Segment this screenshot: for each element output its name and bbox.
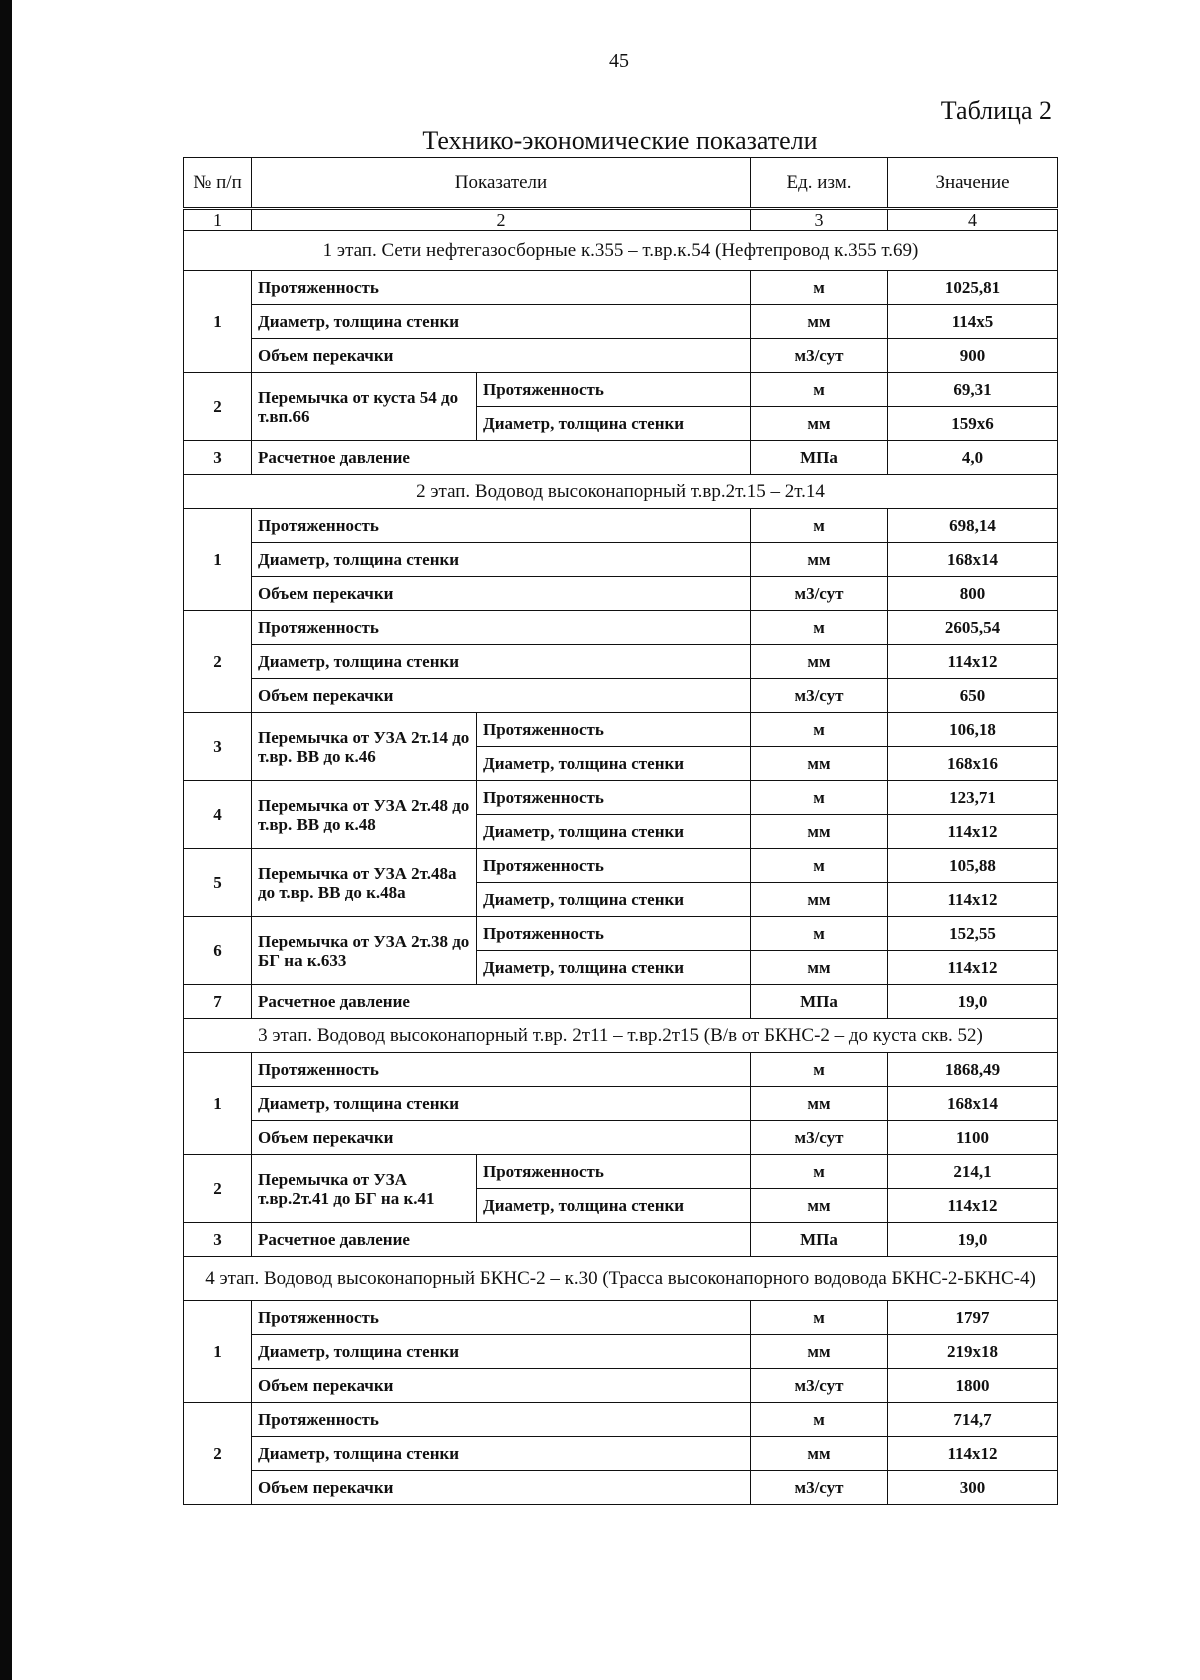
unit-cell: м — [751, 611, 888, 645]
table-row — [184, 1223, 1058, 1257]
stage-row — [184, 1019, 1058, 1053]
row-number: 1 — [184, 1053, 252, 1155]
segment-name: Перемычка от УЗА 2т.48 до т.вр. ВВ до к.48 — [252, 781, 477, 849]
value-cell: 300 — [888, 1471, 1058, 1505]
value-cell: 106,18 — [888, 713, 1058, 747]
stage-row — [184, 475, 1058, 509]
unit-cell: м3/сут — [751, 1369, 888, 1403]
unit-cell: м — [751, 509, 888, 543]
table-row — [184, 1053, 1058, 1087]
value-cell: 1800 — [888, 1369, 1058, 1403]
unit-cell: мм — [751, 1335, 888, 1369]
table-row — [184, 441, 1058, 475]
value-cell: 114х12 — [888, 883, 1058, 917]
stage-row — [184, 231, 1058, 271]
value-cell: 114х12 — [888, 951, 1058, 985]
unit-cell: МПа — [751, 985, 888, 1019]
table-row — [184, 985, 1058, 1019]
row-number: 7 — [184, 985, 252, 1019]
unit-cell: мм — [751, 1087, 888, 1121]
header-value: Значение — [888, 158, 1058, 209]
header-unit: Ед. изм. — [751, 158, 888, 209]
indicator-label: Протяженность — [477, 1155, 751, 1189]
indicator-label: Диаметр, толщина стенки — [477, 815, 751, 849]
value-cell: 152,55 — [888, 917, 1058, 951]
value-cell: 105,88 — [888, 849, 1058, 883]
page-number: 45 — [609, 50, 629, 72]
unit-cell: м — [751, 373, 888, 407]
row-number: 1 — [184, 1301, 252, 1403]
unit-cell: м — [751, 1301, 888, 1335]
header-indicators: Показатели — [252, 158, 751, 209]
row-number: 3 — [184, 713, 252, 781]
indicator-label: Диаметр, толщина стенки — [252, 1335, 751, 1369]
value-cell: 19,0 — [888, 1223, 1058, 1257]
table-row — [184, 509, 1058, 543]
indicator-label: Диаметр, толщина стенки — [477, 951, 751, 985]
indicator-label: Диаметр, толщина стенки — [477, 1189, 751, 1223]
unit-cell: мм — [751, 543, 888, 577]
unit-cell: м — [751, 1403, 888, 1437]
unit-cell: м3/сут — [751, 1471, 888, 1505]
segment-name: Перемычка от УЗА 2т.14 до т.вр. ВВ до к.46 — [252, 713, 477, 781]
table-row — [184, 373, 1058, 407]
unit-cell: МПа — [751, 441, 888, 475]
stage-title: 4 этап. Водовод высоконапорный БКНС-2 – к.30 (Трасса высоконапорного водовода БКНС-2-БКНС-4) — [184, 1257, 1058, 1301]
unit-cell: м — [751, 781, 888, 815]
row-number: 2 — [184, 1403, 252, 1505]
indicator-label: Диаметр, толщина стенки — [252, 645, 751, 679]
unit-cell: мм — [751, 951, 888, 985]
value-cell: 168х16 — [888, 747, 1058, 781]
segment-name: Перемычка от куста 54 до т.вп.66 — [252, 373, 477, 441]
value-cell: 114х12 — [888, 645, 1058, 679]
unit-cell: мм — [751, 883, 888, 917]
unit-cell: мм — [751, 645, 888, 679]
table-row — [184, 713, 1058, 747]
table-row — [184, 1121, 1058, 1155]
row-number: 6 — [184, 917, 252, 985]
indicator-label: Диаметр, толщина стенки — [252, 1437, 751, 1471]
indicator-label: Протяженность — [477, 849, 751, 883]
value-cell: 2605,54 — [888, 611, 1058, 645]
unit-cell: м — [751, 271, 888, 305]
indicator-label: Протяженность — [252, 611, 751, 645]
segment-name: Перемычка от УЗА т.вр.2т.41 до БГ на к.41 — [252, 1155, 477, 1223]
value-cell: 214,1 — [888, 1155, 1058, 1189]
indicator-label: Протяженность — [477, 781, 751, 815]
unit-cell: м3/сут — [751, 577, 888, 611]
table-row — [184, 679, 1058, 713]
indicator-label: Диаметр, толщина стенки — [477, 407, 751, 441]
unit-cell: мм — [751, 407, 888, 441]
indicator-label: Объем перекачки — [252, 679, 751, 713]
unit-cell: мм — [751, 1189, 888, 1223]
value-cell: 1025,81 — [888, 271, 1058, 305]
header-num: № п/п — [184, 158, 252, 209]
col-number: 1 — [184, 209, 252, 231]
scan-edge — [0, 0, 12, 1680]
table-row — [184, 1403, 1058, 1437]
indicator-label: Расчетное давление — [252, 441, 751, 475]
table-header-row — [184, 158, 1058, 209]
unit-cell: м — [751, 917, 888, 951]
table-row — [184, 1437, 1058, 1471]
table-row — [184, 645, 1058, 679]
unit-cell: м — [751, 1053, 888, 1087]
value-cell: 168х14 — [888, 543, 1058, 577]
row-number: 3 — [184, 441, 252, 475]
value-cell: 219х18 — [888, 1335, 1058, 1369]
unit-cell: м3/сут — [751, 679, 888, 713]
unit-cell: мм — [751, 815, 888, 849]
table-row — [184, 1471, 1058, 1505]
indicator-label: Протяженность — [477, 713, 751, 747]
document-title: Технико-экономические показатели — [422, 126, 818, 155]
table-row — [184, 1087, 1058, 1121]
value-cell: 800 — [888, 577, 1058, 611]
table-label: Таблица 2 — [940, 96, 1052, 125]
stage-title: 1 этап. Сети нефтегазосборные к.355 – т.вр.к.54 (Нефтепровод к.355 т.69) — [184, 231, 1058, 271]
stage-title: 2 этап. Водовод высоконапорный т.вр.2т.15 – 2т.14 — [184, 475, 1058, 509]
indicator-label: Объем перекачки — [252, 577, 751, 611]
value-cell: 698,14 — [888, 509, 1058, 543]
indicators-table — [183, 157, 1058, 1505]
unit-cell: мм — [751, 305, 888, 339]
row-number: 2 — [184, 373, 252, 441]
indicator-label: Объем перекачки — [252, 1471, 751, 1505]
table-row — [184, 1335, 1058, 1369]
value-cell: 714,7 — [888, 1403, 1058, 1437]
row-number: 3 — [184, 1223, 252, 1257]
indicator-label: Объем перекачки — [252, 339, 751, 373]
value-cell: 1797 — [888, 1301, 1058, 1335]
indicator-label: Протяженность — [252, 1301, 751, 1335]
value-cell: 114х12 — [888, 815, 1058, 849]
row-number: 1 — [184, 509, 252, 611]
unit-cell: МПа — [751, 1223, 888, 1257]
table-row — [184, 781, 1058, 815]
col-number: 3 — [751, 209, 888, 231]
value-cell: 114х12 — [888, 1189, 1058, 1223]
col-number: 4 — [888, 209, 1058, 231]
table-row — [184, 611, 1058, 645]
table-row — [184, 917, 1058, 951]
value-cell: 19,0 — [888, 985, 1058, 1019]
table-row — [184, 543, 1058, 577]
value-cell: 123,71 — [888, 781, 1058, 815]
table-row — [184, 577, 1058, 611]
table-row — [184, 1155, 1058, 1189]
row-number: 1 — [184, 271, 252, 373]
table-row — [184, 849, 1058, 883]
unit-cell: м — [751, 713, 888, 747]
value-cell: 650 — [888, 679, 1058, 713]
table-row — [184, 271, 1058, 305]
value-cell: 159х6 — [888, 407, 1058, 441]
table-row — [184, 1369, 1058, 1403]
table-row — [184, 305, 1058, 339]
indicator-label: Протяженность — [252, 509, 751, 543]
indicator-label: Протяженность — [252, 271, 751, 305]
indicator-label: Протяженность — [252, 1053, 751, 1087]
row-number: 5 — [184, 849, 252, 917]
indicator-label: Диаметр, толщина стенки — [477, 883, 751, 917]
indicator-label: Диаметр, толщина стенки — [252, 1087, 751, 1121]
indicator-label: Диаметр, толщина стенки — [477, 747, 751, 781]
unit-cell: м — [751, 1155, 888, 1189]
value-cell: 69,31 — [888, 373, 1058, 407]
value-cell: 1868,49 — [888, 1053, 1058, 1087]
unit-cell: мм — [751, 1437, 888, 1471]
value-cell: 900 — [888, 339, 1058, 373]
indicator-label: Диаметр, толщина стенки — [252, 305, 751, 339]
segment-name: Перемычка от УЗА 2т.48а до т.вр. ВВ до к.48а — [252, 849, 477, 917]
unit-cell: м3/сут — [751, 1121, 888, 1155]
row-number: 2 — [184, 611, 252, 713]
indicator-label: Объем перекачки — [252, 1121, 751, 1155]
row-number: 2 — [184, 1155, 252, 1223]
unit-cell: м3/сут — [751, 339, 888, 373]
indicator-label: Протяженность — [477, 373, 751, 407]
indicator-label: Расчетное давление — [252, 985, 751, 1019]
stage-row — [184, 1257, 1058, 1301]
unit-cell: мм — [751, 747, 888, 781]
col-number: 2 — [252, 209, 751, 231]
indicator-label: Объем перекачки — [252, 1369, 751, 1403]
indicator-label: Протяженность — [252, 1403, 751, 1437]
table-row — [184, 339, 1058, 373]
value-cell: 168х14 — [888, 1087, 1058, 1121]
value-cell: 4,0 — [888, 441, 1058, 475]
unit-cell: м — [751, 849, 888, 883]
segment-name: Перемычка от УЗА 2т.38 до БГ на к.633 — [252, 917, 477, 985]
indicator-label: Диаметр, толщина стенки — [252, 543, 751, 577]
stage-title: 3 этап. Водовод высоконапорный т.вр. 2т11 – т.вр.2т15 (В/в от БКНС-2 – до куста скв. 52) — [184, 1019, 1058, 1053]
indicator-label: Протяженность — [477, 917, 751, 951]
column-numbers-row — [184, 209, 1058, 231]
row-number: 4 — [184, 781, 252, 849]
value-cell: 1100 — [888, 1121, 1058, 1155]
value-cell: 114х5 — [888, 305, 1058, 339]
table-row — [184, 1301, 1058, 1335]
indicator-label: Расчетное давление — [252, 1223, 751, 1257]
value-cell: 114х12 — [888, 1437, 1058, 1471]
